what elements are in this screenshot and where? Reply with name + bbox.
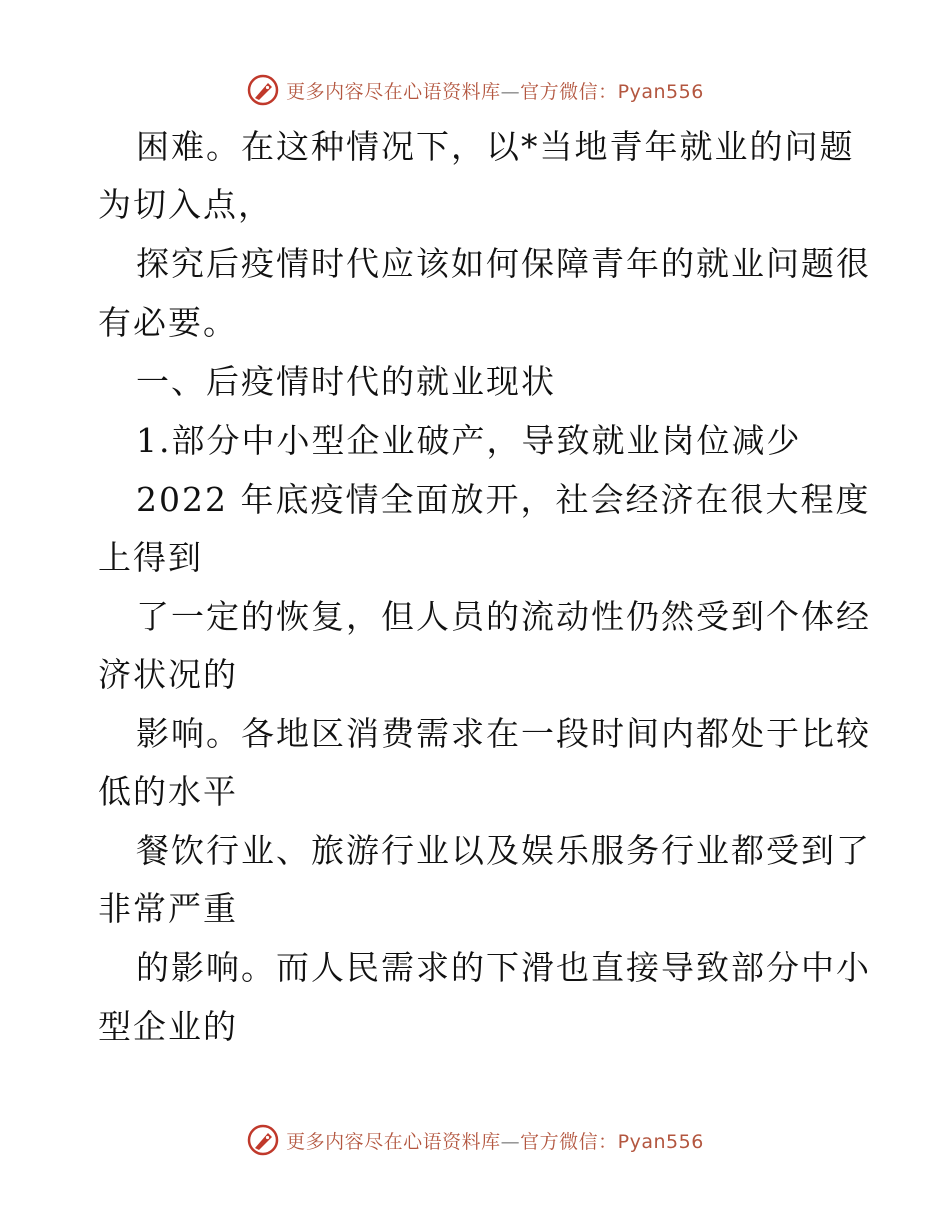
body-line: 有必要。 [98,303,238,342]
pen-nib-logo-icon [246,1123,280,1157]
footer-banner-text [286,1127,704,1154]
body-line: 济状况的 [98,655,238,694]
footer-banner-wechat: 官方微信：Pyan556 [520,1130,704,1153]
body-line: 了一定的恢复，但人员的流动性仍然受到个体经 [136,597,871,636]
body-line: 非常严重 [98,889,238,928]
header-banner [0,70,950,110]
body-line: 低的水平 [98,772,238,811]
footer-banner [0,1120,950,1160]
header-banner-separator: — [500,80,521,103]
body-line: 的影响。而人民需求的下滑也直接导致部分中小 [136,948,871,987]
header-banner-wechat: 官方微信：Pyan556 [520,80,704,103]
section-heading: 一、后疫情时代的就业现状 [136,362,556,401]
body-line: 为切入点， [98,185,273,224]
body-line: 上得到 [98,538,203,577]
pen-nib-logo-icon [246,73,280,107]
body-line: 餐饮行业、旅游行业以及娱乐服务行业都受到了 [136,831,871,870]
footer-banner-separator: — [500,1130,521,1153]
footer-banner-title: 更多内容尽在心语资料库 [286,1130,501,1153]
subsection-heading: 1.部分中小型企业破产，导致就业岗位减少 [136,421,802,460]
body-line: 型企业的 [98,1007,238,1046]
header-banner-text [286,77,704,104]
body-line: 探究后疫情时代应该如何保障青年的就业问题很 [136,244,871,283]
body-line: 困难。在这种情况下，以*当地青年就业的问题 [136,127,855,166]
header-banner-title: 更多内容尽在心语资料库 [286,80,501,103]
body-line: 影响。各地区消费需求在一段时间内都处于比较 [136,714,871,753]
body-line: 2022 年底疫情全面放开，社会经济在很大程度 [136,480,871,519]
